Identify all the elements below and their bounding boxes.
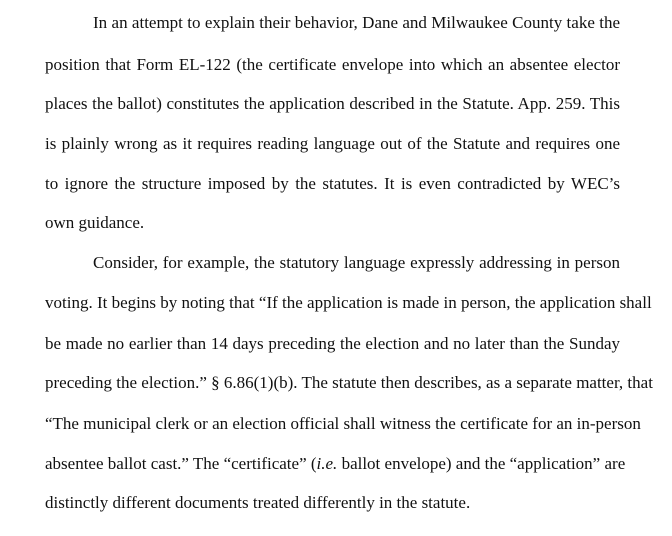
text-line: In an attempt to explain their behavior, Dane and Milwaukee County take the	[93, 13, 620, 32]
text-segment: absentee ballot cast.” The “certificate” (	[45, 454, 317, 473]
text-line: to ignore the structure imposed by the statutes. It is even contradicted by WEC’s	[45, 174, 620, 193]
text-line: distinctly different documents treated differently in the statute.	[45, 493, 471, 512]
text-line: “The municipal clerk or an election official shall witness the certificate for an in-person	[45, 414, 641, 433]
text-line	[45, 454, 626, 474]
text-line: own guidance.	[45, 213, 145, 232]
text-line: position that Form EL-122 (the certificate envelope into which an absentee elector	[45, 55, 620, 74]
text-line: is plainly wrong as it requires reading language out of the Statute and requires one	[45, 134, 620, 153]
text-segment: ballot envelope) and the “application” are	[337, 454, 626, 473]
text-line: voting. It begins by noting that “If the application is made in person, the application shall	[45, 293, 652, 312]
text-line: preceding the election.” § 6.86(1)(b). The statute then describes, as a separate matter, that	[45, 373, 653, 392]
text-line: be made no earlier than 14 days preceding the election and no later than the Sunday	[45, 334, 620, 353]
italic-abbreviation: i.e.	[316, 454, 338, 473]
text-line: Consider, for example, the statutory language expressly addressing in person	[93, 253, 620, 272]
text-line: places the ballot) constitutes the application described in the Statute. App. 259. This	[45, 94, 620, 113]
